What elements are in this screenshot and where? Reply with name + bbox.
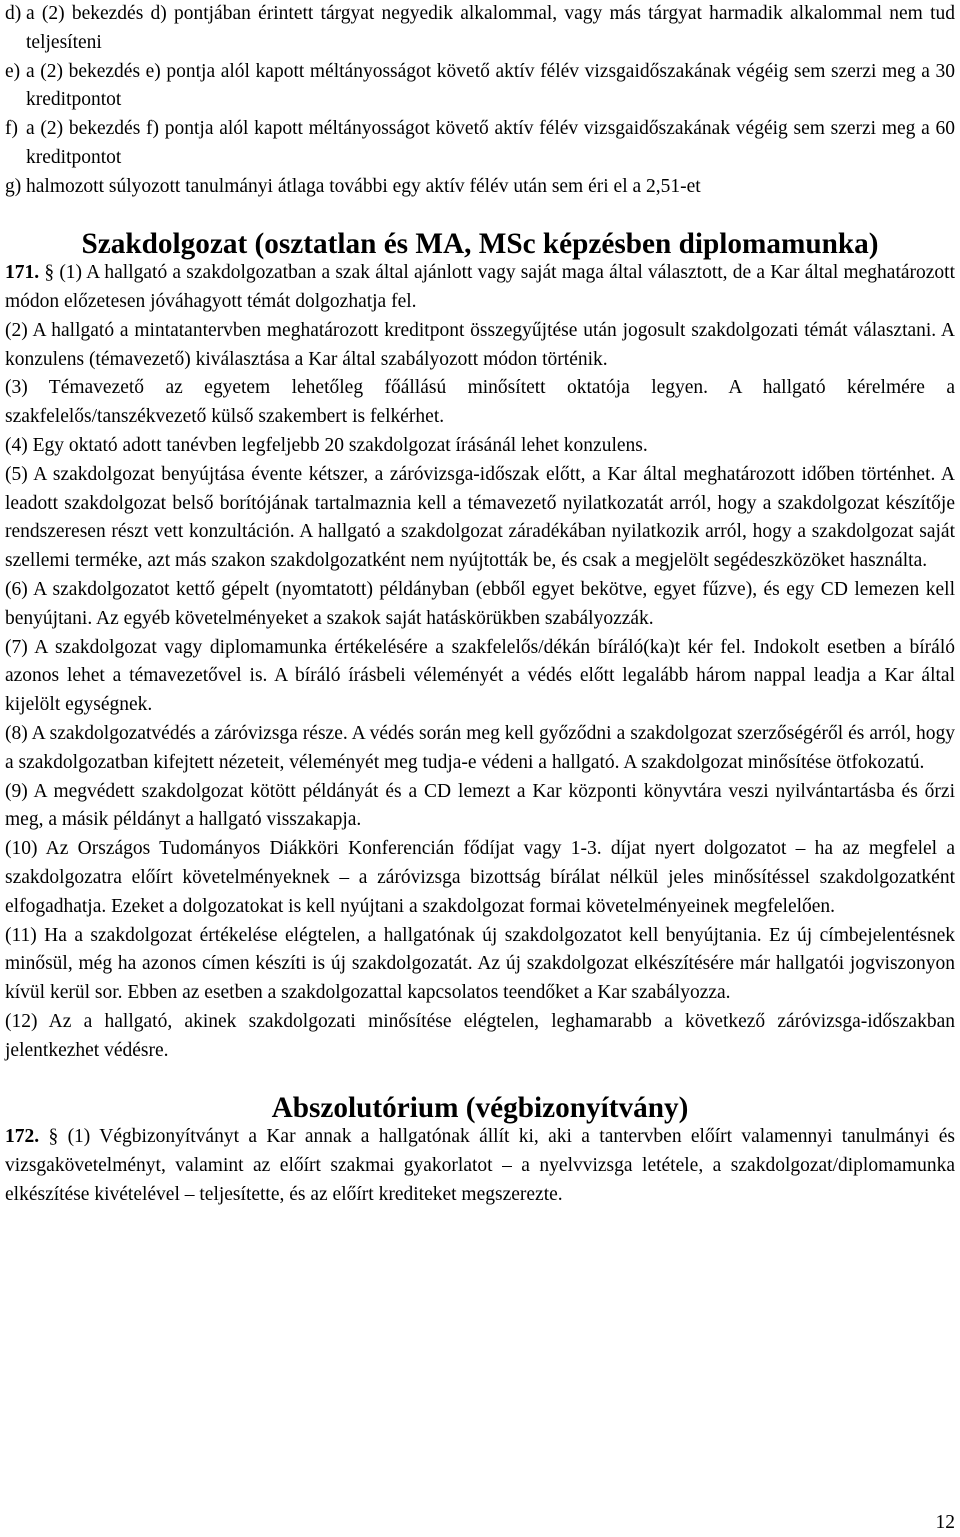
document-page <box>5 0 955 1209</box>
list-marker: g) <box>5 175 22 197</box>
section-171-paragraph-6: (6) A szakdolgozatot kettő gépelt (nyomtatott) példányban (ebből egyet bekötve, egyet fűzve), és egy CD lemezen kell benyújtani. Az egyéb követelményeket a szakok saját hatáskörükben szabályozzák. <box>5 578 955 629</box>
condition-list <box>5 0 955 202</box>
paragraph-text: (1) A hallgató a szakdolgozatban a szak által ajánlott vagy saját maga által választott, de a Kar által meghatározott módon előzetesen jóváhagyott témát dolgozhatja fel. <box>5 262 956 312</box>
list-marker: d) <box>5 3 22 24</box>
section-171-paragraph-11: (11) Ha a szakdolgozat értékelése elégtelen, a hallgatónak új szakdolgozatot kell benyújtania. Ez új címbejelentésnek minősül, még ha azonos címen készíti is új szakdolgozatát. Az új szakdolgozat elkészítésére már hallgatói jogviszonyon kívül kerül sor. Ebben az esetben a szakdolgozattal kapcsolatos teendőket a Kar szabályozza. <box>5 924 955 1004</box>
list-item-d <box>5 0 955 58</box>
section-171-paragraph-10: (10) Az Országos Tudományos Diákköri Konferencián fődíjat vagy 1-3. díjat nyert dolgozatot – ha az megfelel a szakdolgozatra előírt követelményeknek – a záróvizsga bizottság bírálat nélkül jeles minősítéssel szakdolgozatként elfogadhatja. Ezeket a dolgozatokat is kell nyújtani a szakdolgozat formai követelményeinek megfelelően. <box>5 838 955 917</box>
section-171-paragraph-12: (12) Az a hallgató, akinek szakdolgozati minősítése elégtelen, leghamarabb a következő záróvizsga-időszakban jelentkezhet védésre. <box>5 1010 955 1061</box>
section-171-paragraph-5: (5) A szakdolgozat benyújtása évente kétszer, a záróvizsga-időszak előtt, a Kar által meghatározott időben történhet. A leadott szakdolgozat belső borítójának tartalmaznia kell a témavezető nyilatkozatát arról, hogy a szakdolgozat készítője rendszeresen részt vett konzultáción. A hallgató a szakdolgozat záradékában nyilatkozik arról, hogy a szakdolgozat saját szellemi terméke, azt más szakon szakdolgozatként nem nyújtották be, és csak a megjelölt segédeszközöket használta. <box>5 463 955 572</box>
section-171-paragraph-2: (2) A hallgató a mintatantervben meghatározott kreditpont összegyűjtése után jogosult szakdolgozati témát választani. A konzulens (témavezető) kiválasztása a Kar által szabályozott módon történik. <box>5 319 955 370</box>
section-171-paragraph-9: (9) A megvédett szakdolgozat kötött példányát és a CD lemezt a Kar központi könyvtára veszi nyilvántartásba és őrzi meg, a másik példányt a hallgató visszakapja. <box>5 780 955 831</box>
list-marker: f) <box>5 118 18 140</box>
list-marker: e) <box>5 60 21 82</box>
section-171-paragraph-7: (7) A szakdolgozat vagy diplomamunka értékelésére a szakfelelős/dékán bíráló(ka)t kér fel. Indokolt esetben a bíráló azonos lehet a témavezetővel is. A bíráló írásbeli véleményét a védés előtt legalább három nappal leadja a Kar által kijelölt egységnek. <box>5 636 955 716</box>
section-171-paragraph-8: (8) A szakdolgozatvédés a záróvizsga része. A védés során meg kell győződni a szakdolgozat szerzőségéről és arról, hogy a szakdolgozatban kifejtett nézeteit, véleményét meg tudja-e védeni a hallgató. A szakdolgozat minősítése ötfokozatú. <box>5 722 955 773</box>
list-item-g <box>5 173 955 202</box>
section-number: 172. <box>5 1126 40 1148</box>
section-171-paragraph-1 <box>5 259 955 317</box>
section-sign: § <box>48 1126 59 1148</box>
section-heading-abszolutorium: Abszolutórium (végbizonyítvány) <box>271 1092 689 1125</box>
section-heading-szakdolgozat: Szakdolgozat (osztatlan és MA, MSc képzésben diplomamunka) <box>81 228 879 261</box>
section-sign: § <box>44 262 55 284</box>
section-171-paragraph-4: (4) Egy oktató adott tanévben legfeljebb 20 szakdolgozat írásánál lehet konzulens. <box>5 434 648 456</box>
paragraph-text: (1) Végbizonyítványt a Kar annak a hallgatónak állít ki, aki a tantervben előírt valamennyi tanulmányi és vizsgakövetelményt, valamint az előírt szakmai gyakorlatot – a nyelvvizsga letétele, a szakdolgozat/diplomamunka elkészítése kivételével – teljesítette, és az előírt krediteket megszerezte. <box>5 1126 956 1205</box>
section-172-paragraph-1 <box>5 1123 955 1209</box>
list-item-text: halmozott súlyozott tanulmányi átlaga további egy aktív félév után sem éri el a 2,51-et <box>26 175 701 197</box>
list-item-e <box>5 58 955 116</box>
list-item-text: a (2) bekezdés f) pontja alól kapott méltányosságot követő aktív félév vizsgaidőszakának végéig sem szerzi meg a 60 kreditpontot <box>26 118 955 168</box>
list-item-text: a (2) bekezdés d) pontjában érintett tárgyat negyedik alkalommal, vagy más tárgyat harmadik alkalommal nem tud teljesíteni <box>26 3 955 53</box>
section-number: 171. <box>5 262 40 284</box>
list-item-f <box>5 115 955 173</box>
section-171-paragraph-3: (3) Témavezető az egyetem lehetőleg főállású minősített oktatója legyen. A hallgató kérelmére a szakfelelős/tanszékvezető külső szakembert is felkérhet. <box>5 377 955 428</box>
list-item-text: a (2) bekezdés e) pontja alól kapott méltányosságot követő aktív félév vizsgaidőszakának végéig sem szerzi meg a 30 kreditpontot <box>26 60 955 111</box>
page-number: 12 <box>935 1512 955 1533</box>
